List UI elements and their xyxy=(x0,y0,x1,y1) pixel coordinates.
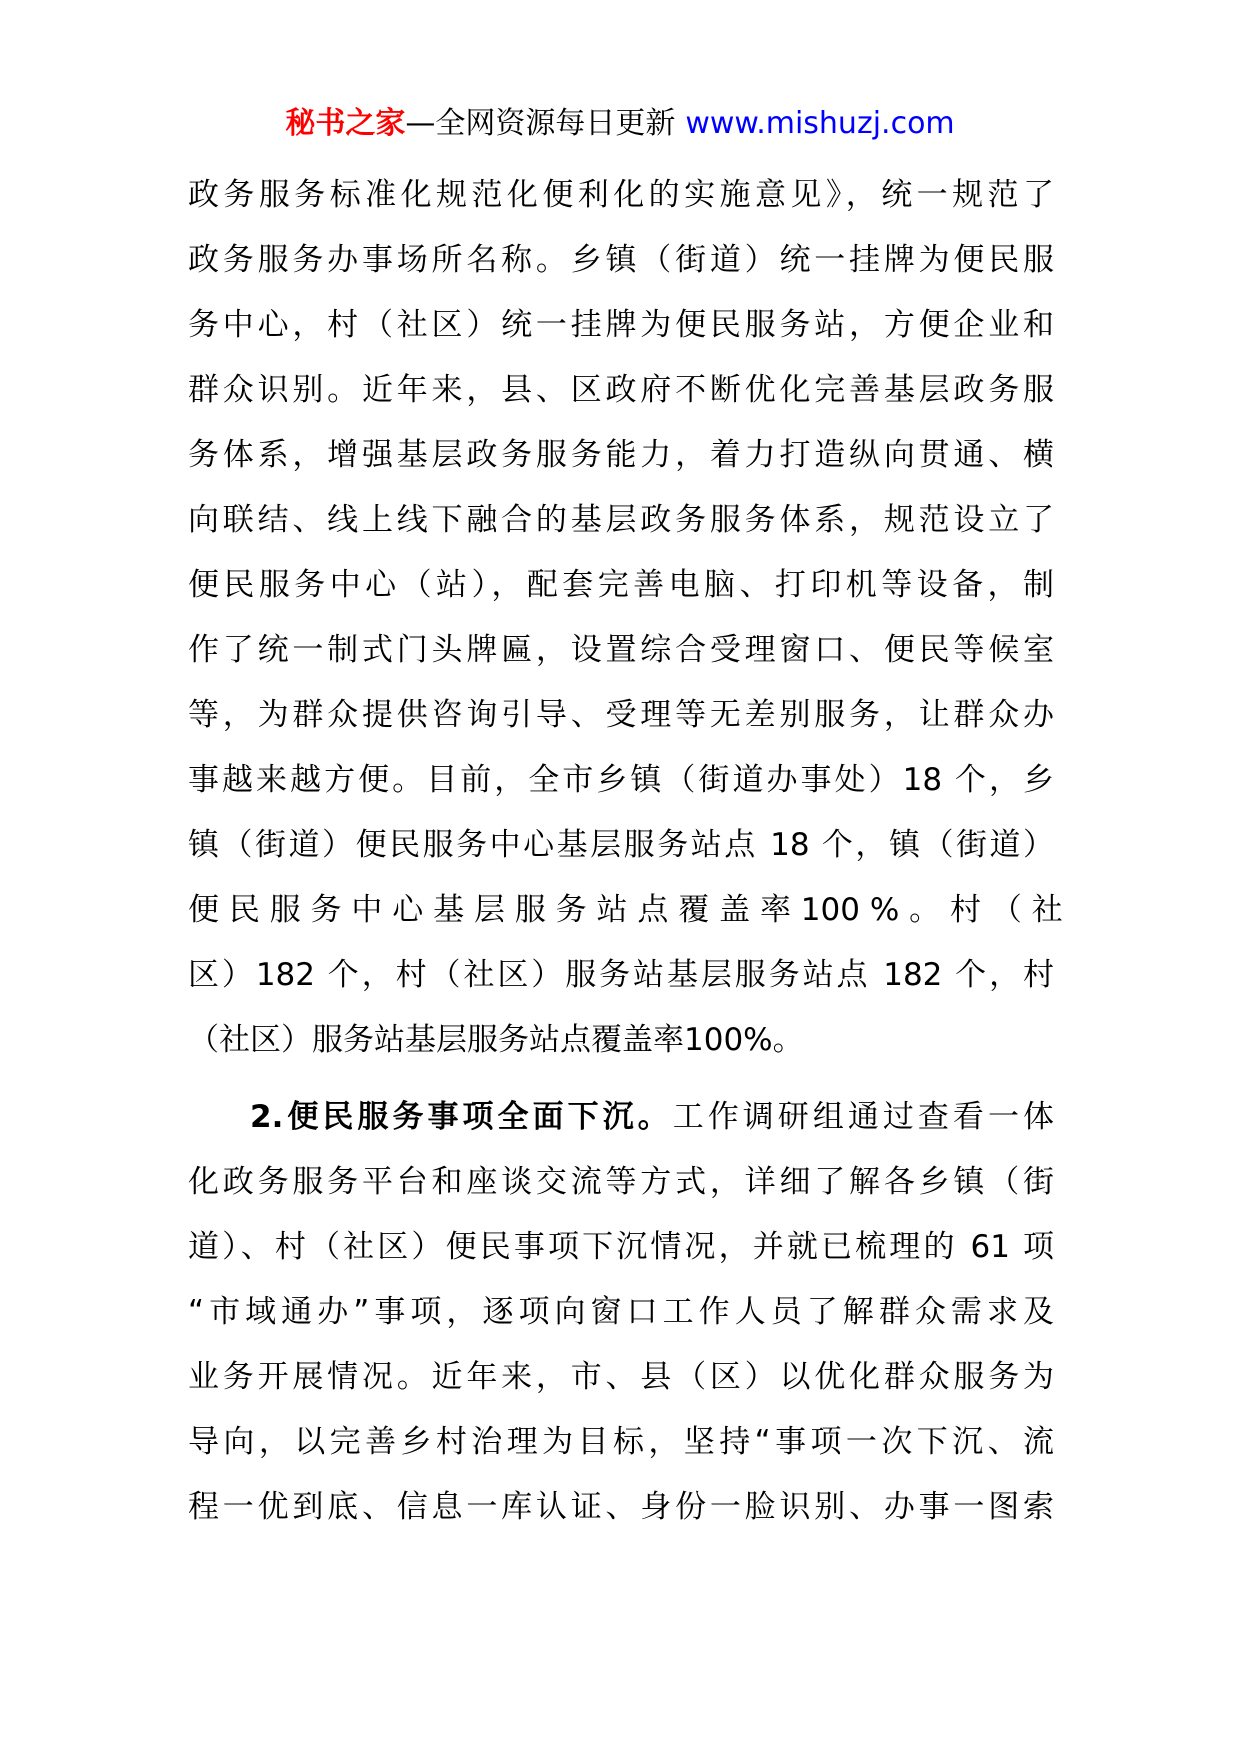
text-line: “市域通办”事项，逐项向窗口工作人员了解群众需求及 xyxy=(188,1294,1054,1330)
text-line: 务体系，增强基层政务服务能力，着力打造纵向贯通、横 xyxy=(188,437,1054,473)
text-line: 化政务服务平台和座谈交流等方式，详细了解各乡镇（街 xyxy=(188,1164,1054,1200)
text-line: 作了统一制式门头牌匾，设置综合受理窗口、便民等候室 xyxy=(188,632,1054,668)
text-line: 程一优到底、信息一库认证、身份一脸识别、办事一图索 xyxy=(188,1489,1054,1525)
text-line: 政务服务标准化规范化便利化的实施意见》，统一规范了 xyxy=(188,177,1054,213)
text-line: 群众识别。近年来，县、区政府不断优化完善基层政务服 xyxy=(188,372,1054,408)
heading-continuation: 工作调研组通过查看一体 xyxy=(672,1099,1054,1135)
section-heading: 2.便民服务事项全面下沉。 xyxy=(250,1099,673,1135)
text-line: 道）、村（社区）便民事项下沉情况，并就已梳理的 61 项 xyxy=(188,1229,1054,1265)
paragraph-2-first-line xyxy=(188,1085,1054,1150)
site-url[interactable]: www.mishuzj.com xyxy=(685,106,955,141)
text-line: 业务开展情况。近年来，市、县（区）以优化群众服务为 xyxy=(188,1359,1054,1395)
header-slogan: —全网资源每日更新 xyxy=(405,106,676,141)
brand-name: 秘书之家 xyxy=(285,106,406,141)
page-header xyxy=(0,104,1240,144)
text-line-last: （社区）服务站基层服务站点覆盖率100%。 xyxy=(188,1022,804,1058)
text-line: 向联结、线上线下融合的基层政务服务体系，规范设立了 xyxy=(188,502,1054,538)
text-line: 导向，以完善乡村治理为目标，坚持“事项一次下沉、流 xyxy=(188,1424,1054,1460)
text-line: 镇（街道）便民服务中心基层服务站点 18 个，镇（街道） xyxy=(188,827,1054,863)
text-line: 等，为群众提供咨询引导、受理等无差别服务，让群众办 xyxy=(188,697,1054,733)
paragraph-2 xyxy=(188,1085,1054,1540)
text-line: 政务服务办事场所名称。乡镇（街道）统一挂牌为便民服 xyxy=(188,242,1054,278)
text-line: 务中心，村（社区）统一挂牌为便民服务站，方便企业和 xyxy=(188,307,1054,343)
document-body xyxy=(188,163,1063,1540)
text-line: 便民服务中心（站），配套完善电脑、打印机等设备，制 xyxy=(188,567,1054,603)
paragraph-1 xyxy=(188,163,1063,1073)
text-line: 区）182 个，村（社区）服务站基层服务站点 182 个，村 xyxy=(188,957,1054,993)
text-line: 便 民 服 务 中 心 基 层 服 务 站 点 覆 盖 率 100 % 。 村 （ 社 xyxy=(188,892,1063,928)
text-line: 事越来越方便。目前，全市乡镇（街道办事处）18 个，乡 xyxy=(188,762,1054,798)
